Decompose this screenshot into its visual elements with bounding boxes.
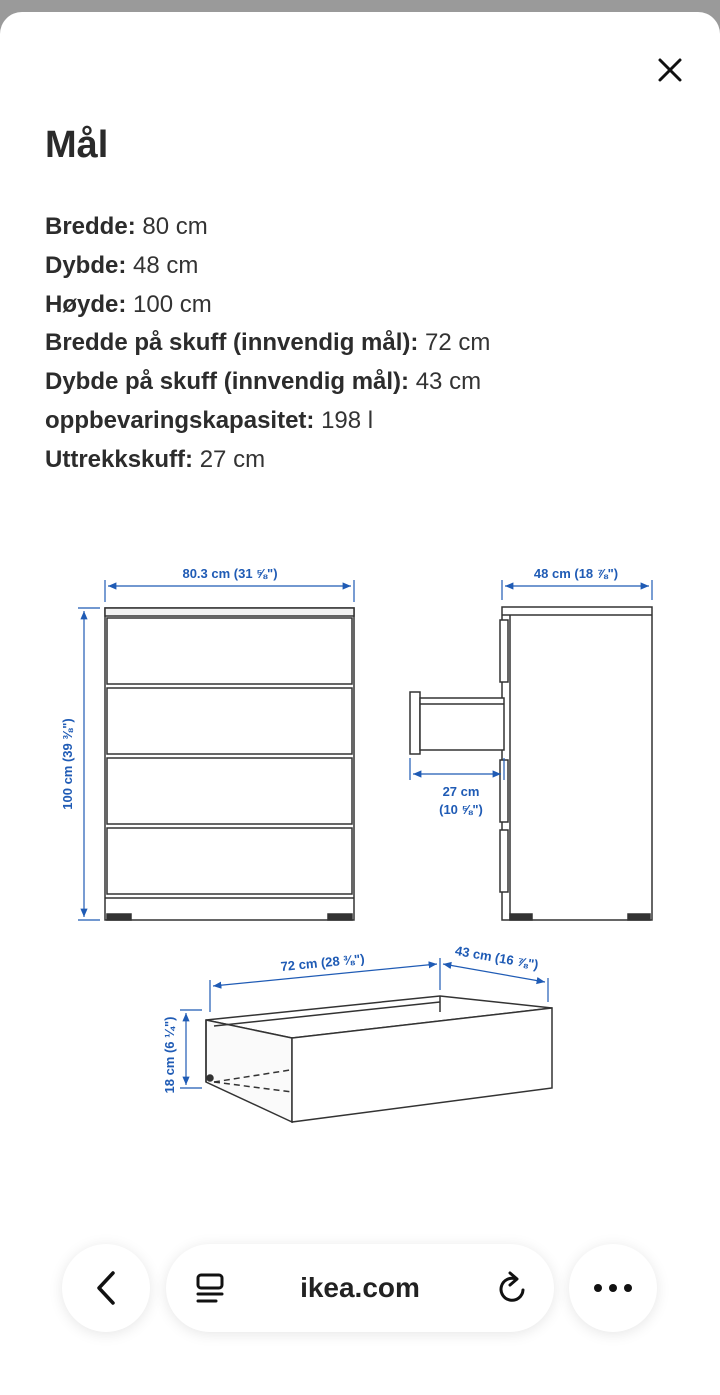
- reader-icon[interactable]: [194, 1272, 226, 1304]
- extension-in-label: (10 ⅝"): [439, 802, 483, 817]
- spec-value: 80 cm: [142, 213, 208, 240]
- dimensions-sheet: [0, 12, 720, 1395]
- more-icon: [593, 1283, 633, 1293]
- url-text[interactable]: ikea.com: [300, 1272, 420, 1303]
- spec-drawer-depth: [45, 363, 490, 402]
- back-button[interactable]: [62, 1244, 150, 1332]
- spec-value: 72 cm: [425, 329, 491, 357]
- spec-value: 48 cm: [133, 251, 199, 279]
- more-button[interactable]: [569, 1244, 657, 1332]
- spec-value: 27 cm: [199, 445, 266, 473]
- page-title: Mål: [45, 124, 109, 166]
- front-width-dimension: [105, 580, 354, 602]
- side-depth-dimension: [502, 580, 652, 600]
- height-label: 100 cm (39 ⅜"): [60, 718, 75, 810]
- chevron-left-icon: [94, 1270, 118, 1306]
- browser-toolbar: [0, 1244, 720, 1332]
- drawer-perspective: [206, 996, 552, 1122]
- spec-depth: [45, 247, 490, 286]
- height-dimension: [78, 608, 100, 920]
- spec-value: 43 cm: [415, 368, 482, 396]
- spec-label: Høyde:: [45, 290, 127, 318]
- side-view: [410, 607, 652, 920]
- close-icon: [657, 57, 683, 83]
- spec-label: Dybde:: [45, 251, 127, 279]
- spec-label: oppbevaringskapasitet:: [45, 406, 315, 434]
- spec-drawer-extension: [45, 441, 490, 480]
- front-view: [105, 608, 354, 920]
- spec-label: Uttrekkskuff:: [45, 445, 194, 473]
- address-bar[interactable]: [166, 1244, 554, 1332]
- spec-label: Bredde på skuff (innvendig mål):: [45, 329, 419, 357]
- extension-cm-label: 27 cm: [442, 784, 480, 799]
- dimension-diagram: [0, 544, 720, 1144]
- drawer-width-label: 72 cm (28 ⅜"): [279, 951, 366, 975]
- spec-value: 100 cm: [133, 290, 212, 318]
- dimension-drawing: [0, 544, 720, 1144]
- spec-value: 198 l: [321, 406, 374, 434]
- spec-label: Dybde på skuff (innvendig mål):: [45, 368, 410, 396]
- side-depth-label: 48 cm (18 ⅞"): [533, 566, 619, 581]
- drawer-depth-label: 43 cm (16 ⅞"): [454, 942, 540, 973]
- spec-width: [45, 208, 490, 247]
- drawer-height-label: 18 cm (6 ¼"): [162, 1016, 177, 1094]
- spec-height: [45, 286, 490, 325]
- spec-storage-capacity: [45, 402, 490, 441]
- spec-list: [45, 208, 490, 480]
- extension-dimension: [410, 758, 504, 780]
- spec-drawer-width: [45, 324, 490, 363]
- spec-label: Bredde:: [45, 213, 136, 240]
- drawer-height-dimension: [180, 1010, 202, 1088]
- close-button[interactable]: [648, 48, 692, 92]
- reload-icon[interactable]: [496, 1270, 530, 1306]
- front-width-label: 80.3 cm (31 ⅝"): [182, 566, 278, 581]
